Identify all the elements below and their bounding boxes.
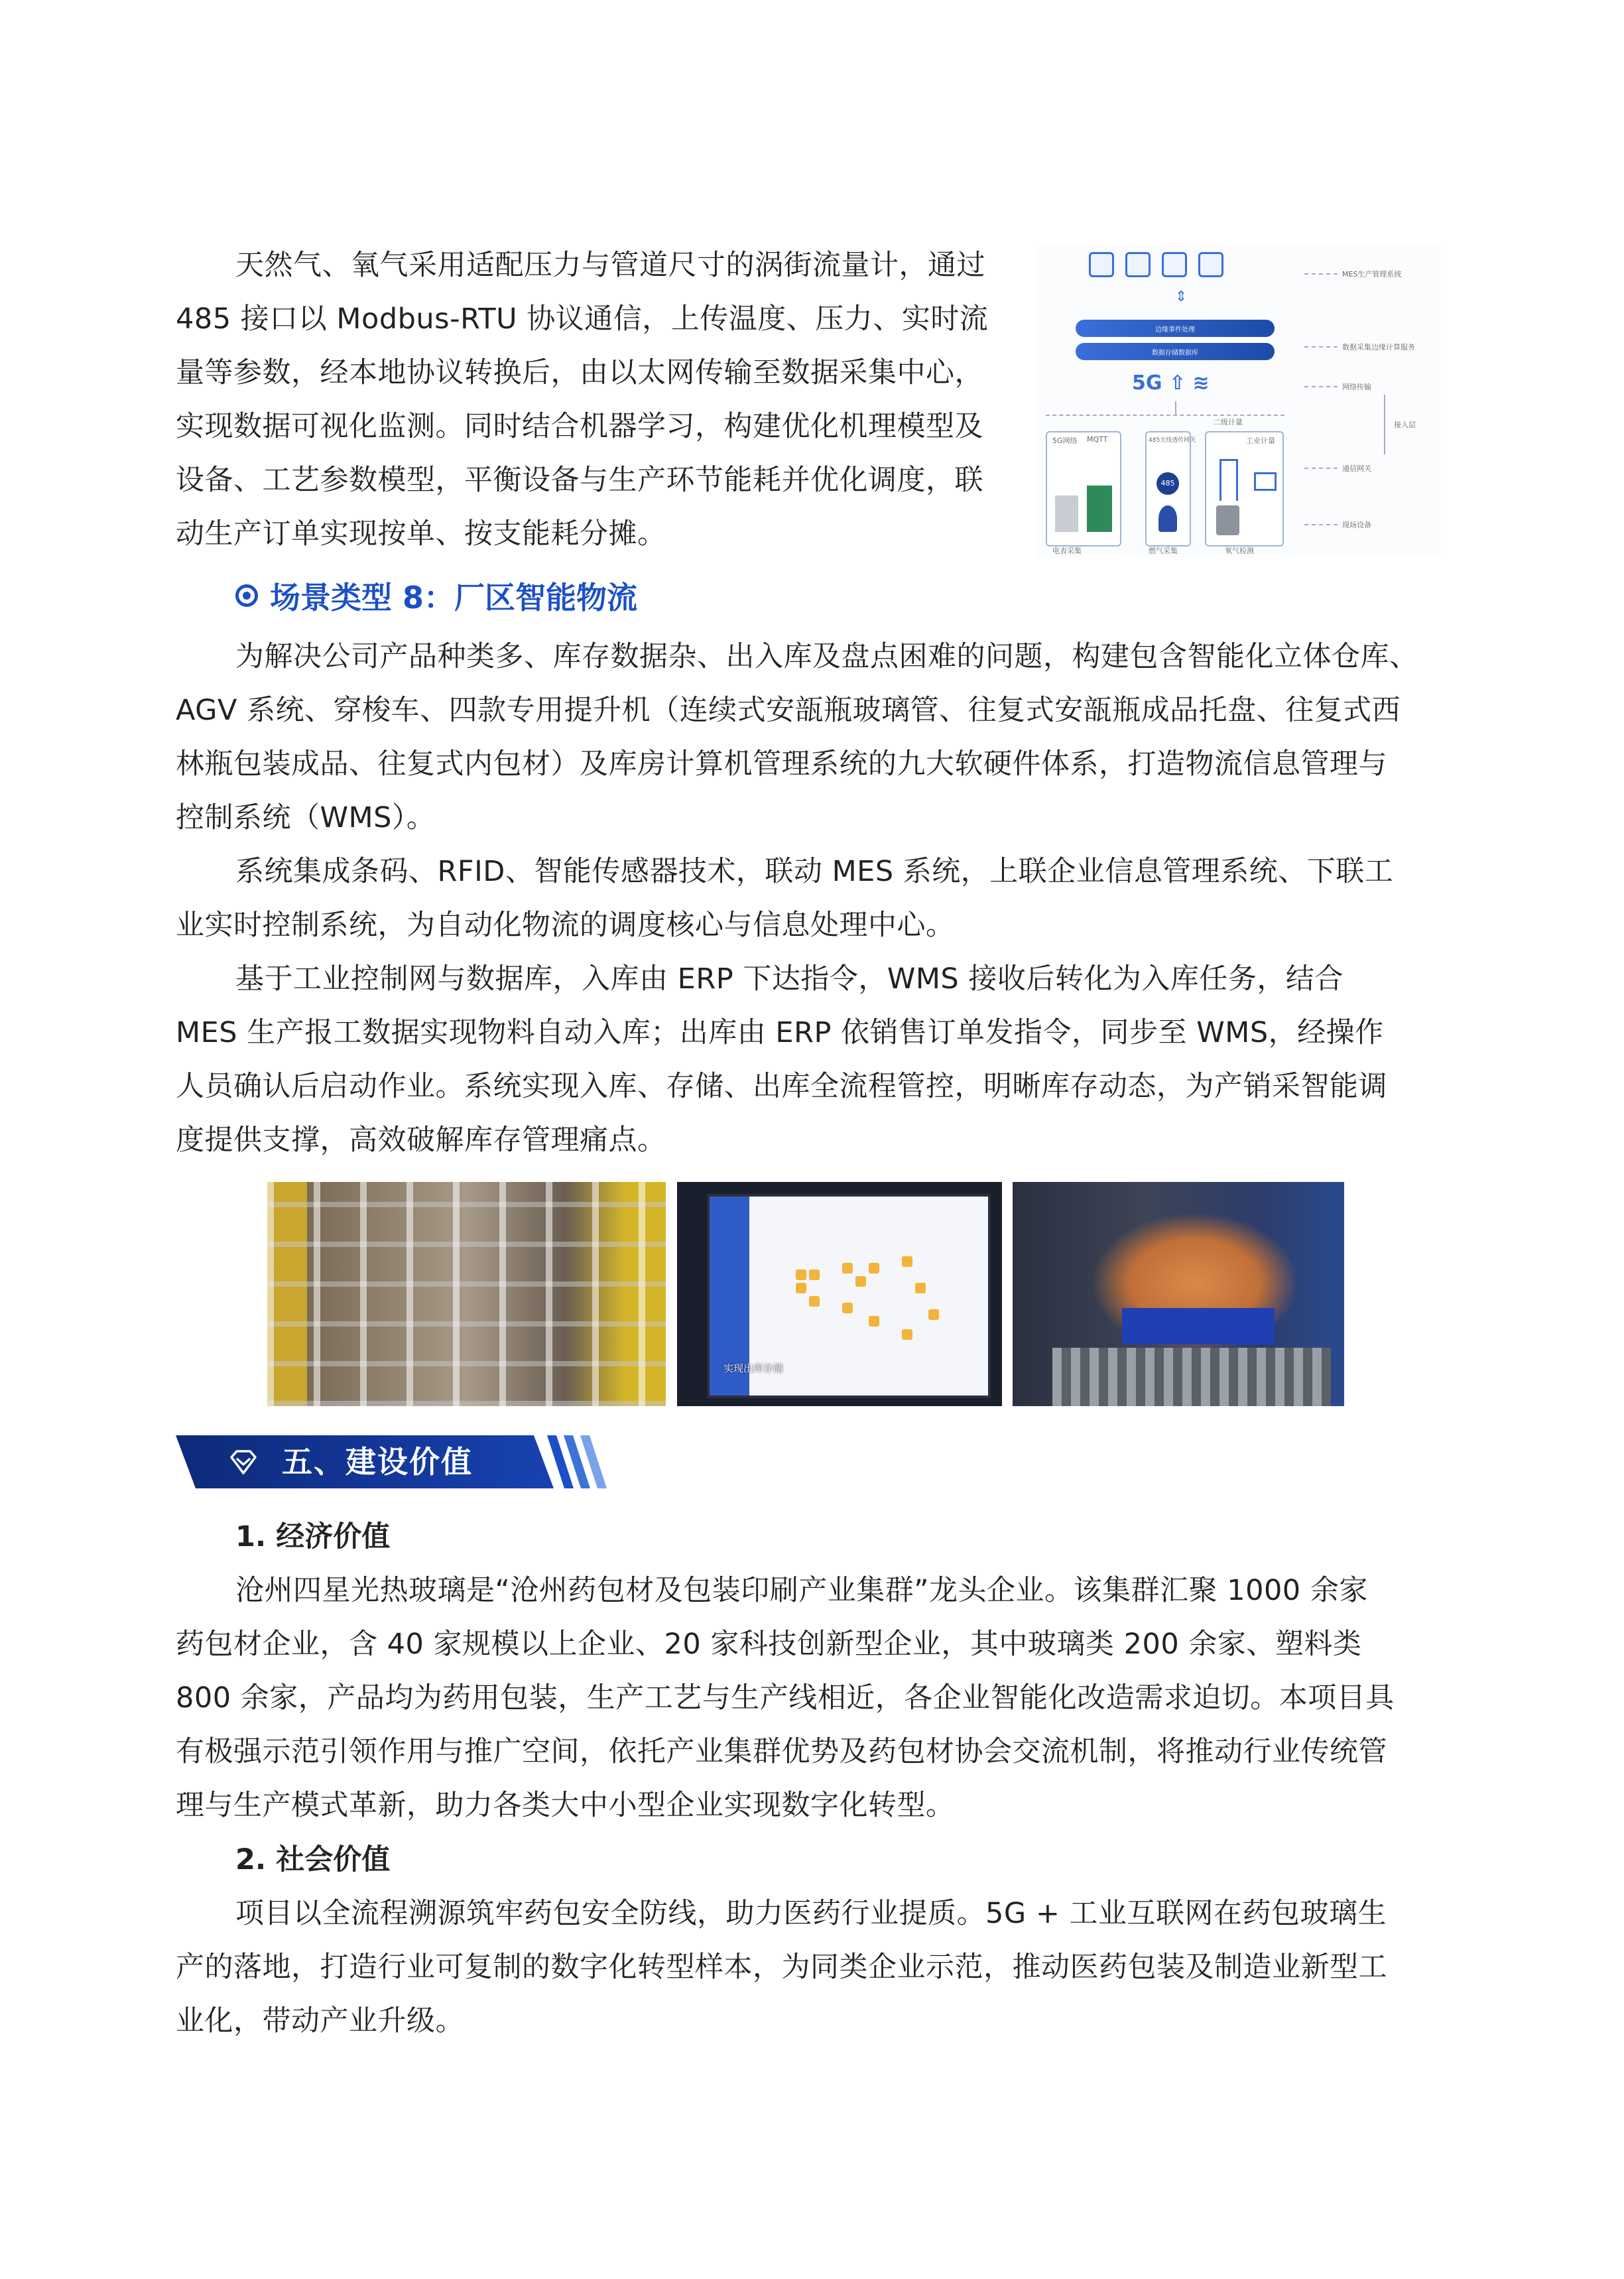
connector	[1304, 386, 1338, 387]
chart-icon	[1162, 252, 1187, 277]
layer-label: 现场设备	[1342, 521, 1371, 529]
layer-label: 网络传输	[1342, 383, 1371, 391]
connector	[1304, 346, 1338, 348]
text-line: 设备、工艺参数模型，平衡设备与生产环节能耗并优化调度，联	[176, 464, 983, 497]
slot	[796, 1270, 806, 1280]
pallet-conveyor-photo	[1013, 1182, 1344, 1406]
architecture-diagram	[1036, 245, 1440, 557]
slot	[809, 1296, 820, 1307]
diagram-bar: 数据存储数据库	[1076, 343, 1275, 360]
social-paragraph	[176, 1887, 1434, 2048]
slot	[855, 1276, 866, 1287]
text-line: 林瓶包装成品、往复式内包材）及库房计算机管理系统的九大软硬件体系，打造物流信息管理与	[176, 748, 1387, 781]
text-line: 485 接口以 Modbus-RTU 协议通信，上传温度、压力、实时流	[176, 302, 989, 336]
econ-heading: 1. 经济价值	[235, 1520, 391, 1553]
slot	[915, 1283, 926, 1293]
text-line: 沧州四星光热玻璃是“沧州药包材及包装印刷产业集群”龙头企业。该集群汇聚 1000 余家	[235, 1574, 1368, 1607]
slot	[809, 1270, 820, 1280]
meter-image	[1158, 505, 1177, 532]
layer-label: 数据采集边缘计算服务	[1342, 343, 1415, 352]
detector-image	[1216, 505, 1239, 535]
diagram-bar: 边缘事件处理	[1076, 320, 1275, 337]
text-line: 为解决公司产品种类多、库存数据杂、出入库及盘点困难的问题，构建包含智能化立体仓库、	[235, 640, 1418, 673]
layer-label: 接入层	[1394, 421, 1416, 429]
target-bullet-icon	[235, 584, 258, 607]
connector	[1304, 468, 1338, 469]
connector	[1046, 415, 1284, 416]
scene-heading-text: 场景类型 8：厂区智能物流	[270, 580, 638, 616]
photo-caption: 实现出库存储	[723, 1362, 784, 1374]
rs485-badge: 485	[1156, 472, 1179, 495]
cabinet-image	[1055, 495, 1078, 532]
slot	[869, 1316, 879, 1327]
text-line: 业化，带动产业升级。	[176, 2004, 464, 2038]
device-box	[1145, 431, 1196, 547]
text-line: 系统集成条码、RFID、智能传感器技术，联动 MES 系统，上联企业信息管理系统、下联工	[235, 855, 1394, 888]
text-line: 理与生产模式革新，助力各类大中小型企业实现数字化转型。	[176, 1789, 955, 1822]
social-heading: 2. 社会价值	[235, 1843, 391, 1876]
pipe-image	[1219, 459, 1238, 501]
device-box	[1205, 431, 1284, 547]
device-icon	[1125, 252, 1151, 277]
text-line: 动生产订单实现按单、按支能耗分摊。	[176, 517, 666, 551]
text-line: 有极强示范引领作用与推广空间，依托产业集群优势及药包材协会交流机制，将推动行业传统管	[176, 1735, 1387, 1768]
scene-paragraph-3	[176, 952, 1434, 1167]
warehouse-rack-photo	[267, 1182, 666, 1406]
layer-label: 通信网关	[1342, 464, 1371, 473]
arrow-icon: ⇕	[1175, 289, 1188, 305]
text-line: 量等参数，经本地协议转换后，由以太网传输至数据采集中心，	[176, 356, 983, 389]
terminal-icon	[1254, 472, 1277, 491]
scene-paragraph-1	[176, 630, 1434, 845]
slot	[842, 1303, 853, 1313]
slot	[796, 1283, 806, 1293]
text-line: 项目以全流程溯源筑牢药包安全防线，助力医药行业提质。5G + 工业互联网在药包玻璃生	[235, 1897, 1387, 1930]
scene-paragraph-2	[176, 845, 1434, 952]
wms-screen-photo	[677, 1182, 1002, 1406]
text-line: 业实时控制系统，为自动化物流的调度核心与信息处理中心。	[176, 909, 955, 942]
monitor-icon	[1089, 252, 1114, 277]
intro-paragraph	[176, 239, 1031, 561]
box-label: 485无线透传网关	[1149, 437, 1196, 444]
text-line: 药包材企业，含 40 家规模以上企业、20 家科技创新型企业，其中玻璃类 200 余家、塑料类	[176, 1628, 1362, 1661]
text-line: 人员确认后启动作业。系统实现入库、存储、出库全流程管控，明晰库存动态，为产销采智能调	[176, 1070, 1387, 1103]
slot	[902, 1256, 912, 1267]
scene-heading	[235, 569, 637, 622]
side-label: 二级计量	[1214, 418, 1243, 426]
conveyor-rollers	[1052, 1348, 1331, 1406]
diamond-icon	[229, 1448, 258, 1477]
box-label: MQTT	[1087, 435, 1108, 444]
text-line: 天然气、氧气采用适配压力与管道尺寸的涡街流量计，通过	[235, 249, 985, 282]
connector	[1304, 273, 1338, 275]
bottom-label: 燃气采集	[1149, 547, 1178, 555]
bottom-label: 电表采集	[1052, 547, 1082, 555]
slot	[869, 1263, 879, 1273]
text-line: AGV 系统、穿梭车、四款专用提升机（连续式安瓿瓶玻璃管、往复式安瓿瓶成品托盘、往复式西	[176, 694, 1401, 727]
text-line: 实现数据可视化监测。同时结合机器学习，构建优化机理模型及	[176, 410, 983, 443]
connector	[1175, 401, 1176, 415]
slot	[928, 1309, 939, 1320]
text-line: 800 余家，产品均为药用包装，生产工艺与生产线相近，各企业智能化改造需求迫切。本项目具	[176, 1681, 1395, 1715]
text-line: 基于工业控制网与数据库，入库由 ERP 下达指令，WMS 接收后转化为入库任务，结合	[235, 962, 1343, 996]
layer-label: MES生产管理系统	[1342, 270, 1402, 279]
section-title: 五、建设价值	[282, 1444, 473, 1480]
slot	[902, 1329, 912, 1340]
text-line: 度提供支撑，高效破解库存管理痛点。	[176, 1124, 666, 1157]
box-label: 5G网络	[1052, 436, 1078, 445]
econ-paragraph	[176, 1564, 1434, 1833]
device-box	[1046, 431, 1121, 547]
slot	[842, 1263, 853, 1273]
bottom-label: 氧气检测	[1225, 547, 1254, 555]
section-banner	[176, 1435, 620, 1488]
pallet	[1122, 1308, 1275, 1344]
box-label: 工业计量	[1246, 436, 1275, 445]
connector	[1384, 395, 1385, 454]
text-line: 控制系统（WMS）。	[176, 801, 436, 834]
text-line: MES 生产报工数据实现物料自动入库；出库由 ERP 依销售订单发指令，同步至 WMS，经操作	[176, 1016, 1384, 1049]
text-line: 产的落地，打造行业可复制的数字化转型样本，为同类企业示范，推动医药包装及制造业新型工	[176, 1951, 1387, 1984]
connector	[1304, 524, 1338, 525]
network-glyphs: 5G ⇧ ≋	[1132, 371, 1210, 395]
sensor-icon	[1198, 252, 1223, 277]
cabinet-image	[1087, 486, 1112, 532]
